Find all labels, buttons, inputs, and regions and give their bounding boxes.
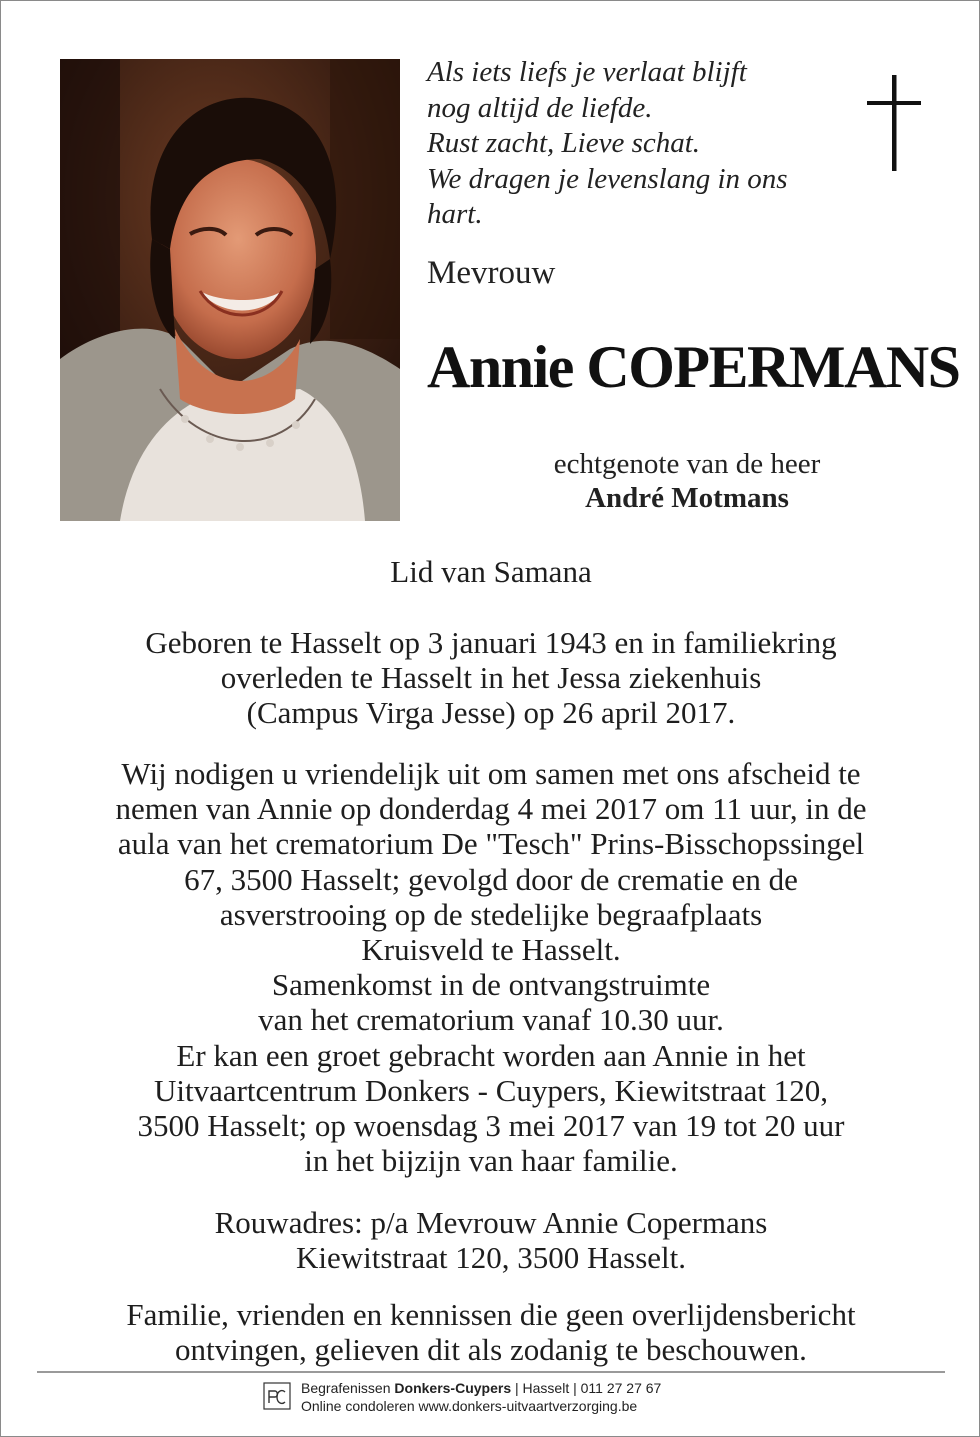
birth-death-paragraph [31,625,951,731]
paragraph-line: Er kan een groet gebracht worden aan Annie in het [176,1037,806,1073]
paragraph-line: in het bijzijn van haar familie. [304,1143,678,1179]
salutation: Mevrouw [427,255,556,291]
poem-line: hart. [427,198,483,230]
footer-divider [37,1371,945,1373]
spouse-block [437,447,937,515]
membership: Lid van Samana [390,554,592,589]
poem-line: nog altijd de liefde. [427,91,653,124]
paragraph-line: 67, 3500 Hasselt; gevolgd door de crematie en de [184,861,798,897]
family-notice [31,1297,951,1367]
footer-line-company [301,1380,661,1398]
paragraph-line: Familie, vrienden en kennissen die geen overlijdensbericht [126,1297,856,1332]
paragraph-line: Kruisveld te Hasselt. [361,932,621,968]
paragraph-line: Uitvaartcentrum Donkers - Cuypers, Kiewitstraat 120, [153,1072,829,1108]
paragraph-line: asverstrooing op de stedelijke begraafplaats [219,896,763,932]
deceased-name: Annie COPERMANS [427,334,960,400]
mourning-address [31,1205,951,1275]
poem [427,55,857,233]
paragraph-line: Kiewitstraat 120, 3500 Hasselt. [295,1240,686,1276]
cross-icon [865,73,923,173]
paragraph-line: Geboren te Hasselt op 3 januari 1943 en in familiekring [145,625,837,660]
paragraph-line: 3500 Hasselt; op woensdag 3 mei 2017 van 19 tot 20 uur [137,1108,845,1144]
portrait-photo [60,59,400,521]
paragraph-line: overleden te Hasselt in het Jessa ziekenhuis [220,660,762,696]
footer-details: | Hasselt | 011 27 27 67 [511,1380,662,1396]
paragraph-line: Rouwadres: p/a Mevrouw Annie Copermans [214,1205,768,1240]
paragraph-line: van het crematorium vanaf 10.30 uur. [258,1002,724,1038]
footer-prefix: Begrafenissen [301,1380,395,1396]
paragraph-line: Samenkomst in de ontvangstruimte [271,967,711,1003]
paragraph-line: (Campus Virga Jesse) op 26 april 2017. [246,695,736,731]
footer-company: Donkers-Cuypers [394,1380,512,1396]
paragraph-line: aula van het crematorium De "Tesch" Prins-Bisschopssingel [117,826,865,862]
poem-line: Rust zacht, Lieve schat. [427,127,701,159]
funeral-home-logo-icon [263,1382,291,1410]
footer-online: Online condoleren www.donkers-uitvaartverzorging.be [301,1397,638,1414]
poem-line: Als iets liefs je verlaat blijft [427,56,747,88]
paragraph-line: nemen van Annie op donderdag 4 mei 2017 om 11 uur, in de [115,791,867,827]
spouse-intro: echtgenote van de heer [553,448,821,480]
paragraph-line: Wij nodigen u vriendelijk uit om samen met ons afscheid te [121,756,861,791]
poem-line: We dragen je levenslang in ons [427,162,788,195]
invitation-paragraph [31,756,951,1178]
footer-text [301,1380,661,1415]
paragraph-line: ontvingen, gelieven dit als zodanig te beschouwen. [175,1332,807,1368]
spouse-name: André Motmans [585,482,789,514]
